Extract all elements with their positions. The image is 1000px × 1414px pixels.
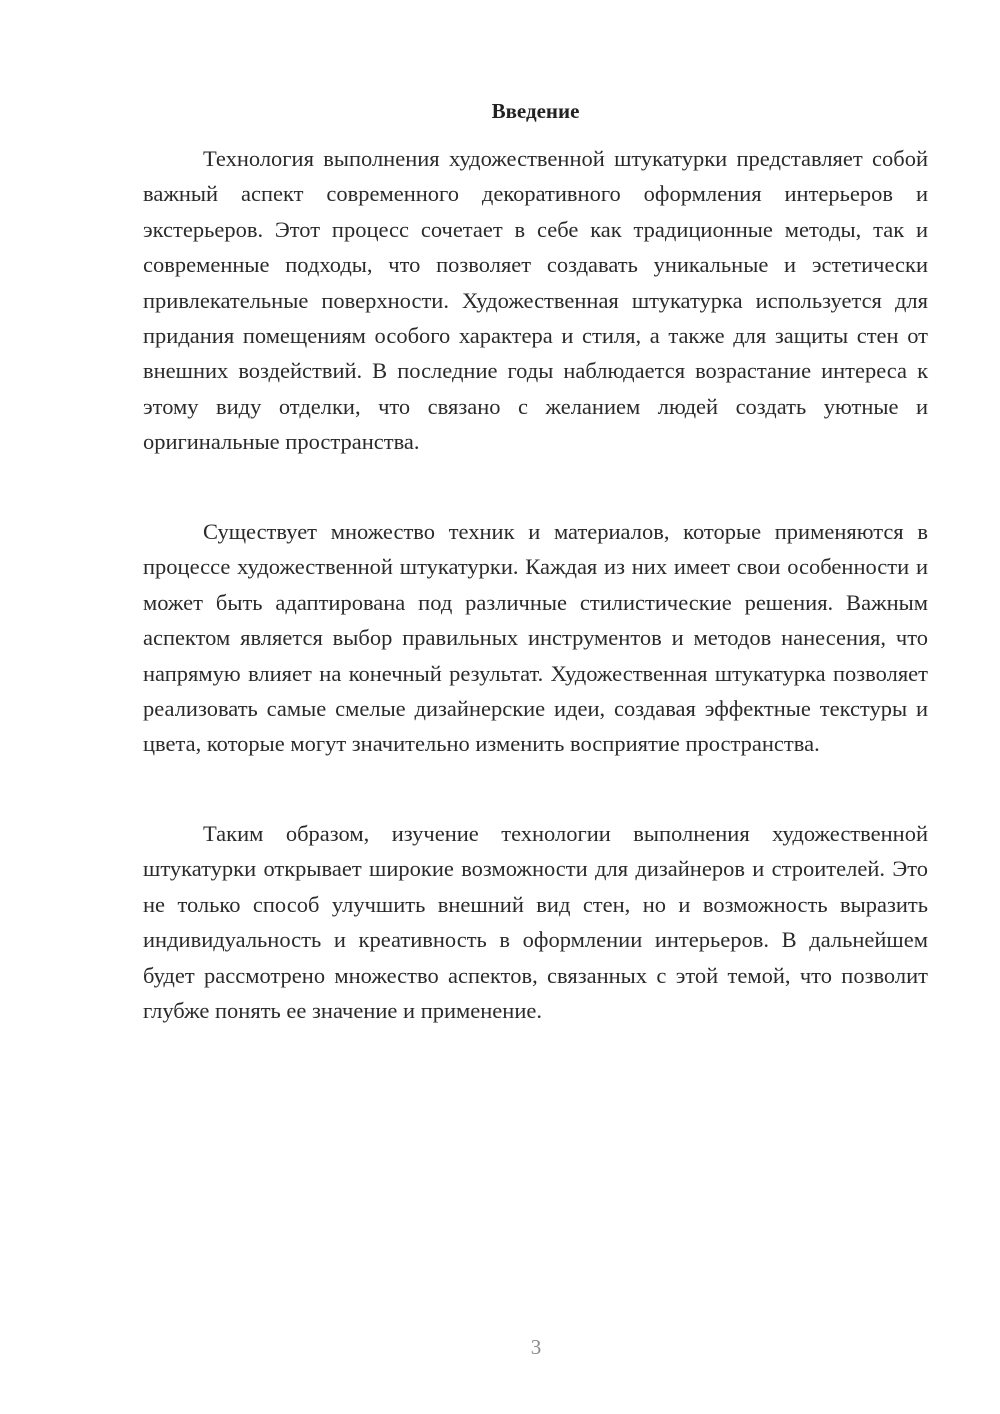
paragraph-1: Технология выполнения художественной штукатурки представляет собой важный аспект современного декоративного оформления интерьеров и экстерьеров. Этот процесс сочетает в себе как традиционные методы, так и современные подходы, что позволяет создавать уникальные и эстетически привлекательные поверхности. Художественная штукатурка используется для придания помещениям особого характера и стиля, а также для защиты стен от внешних воздействий. В последние годы наблюдается возрастание интереса к этому виду отделки, что связано с желанием людей создать уютные и оригинальные пространства. [143, 146, 928, 455]
paragraph-3: Таким образом, изучение технологии выполнения художественной штукатурки открывает широкие возможности для дизайнеров и строителей. Это не только способ улучшить внешний вид стен, но и возможность выразить индивидуальность и креативность в оформлении интерьеров. В дальнейшем будет рассмотрено множество аспектов, связанных с этой темой, что позволит глубже понять ее значение и применение. [143, 821, 928, 1024]
page-number: 3 [530, 1335, 542, 1359]
section-heading: Введение [491, 99, 580, 123]
paragraph-2: Существует множество техник и материалов, которые применяются в процессе художественной штукатурки. Каждая из них имеет свои особенности и может быть адаптирована под различные стилистические решения. Важным аспектом является выбор правильных инструментов и методов нанесения, что напрямую влияет на конечный результат. Художественная штукатурка позволяет реализовать самые смелые дизайнерские идеи, создавая эффектные текстуры и цвета, которые могут значительно изменить восприятие пространства. [143, 519, 928, 757]
